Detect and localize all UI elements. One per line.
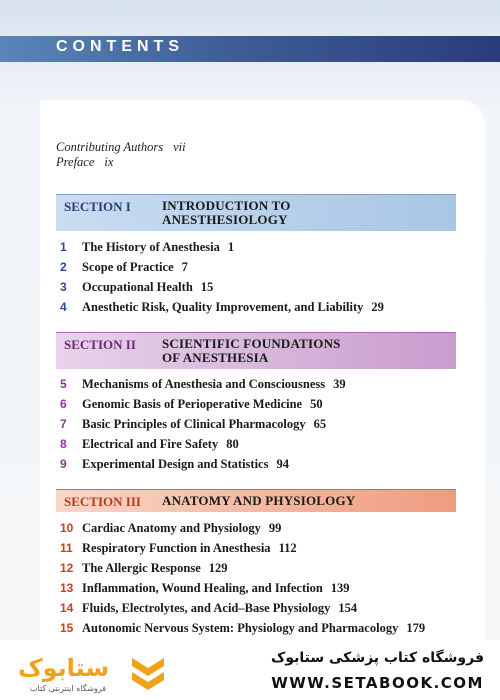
toc-entry[interactable]: 3 Occupational Health 15 xyxy=(60,280,214,294)
section-header-3[interactable] xyxy=(56,489,456,512)
store-url-link[interactable]: WWW.SETABOOK.COM xyxy=(271,674,484,692)
toc-entry[interactable]: 15 Autonomic Nervous System: Physiology and Pharmacology 179 xyxy=(60,621,426,635)
front-matter-label: Preface xyxy=(56,155,95,169)
front-matter-item[interactable] xyxy=(56,140,186,155)
toc-entry[interactable]: 14 Fluids, Electrolytes, and Acid–Base Physiology 154 xyxy=(60,601,358,615)
section-header-1[interactable] xyxy=(56,194,456,231)
section-title: INTRODUCTION TO ANESTHESIOLOGY xyxy=(162,198,291,227)
toc-entry[interactable]: 5 Mechanisms of Anesthesia and Consciousness 39 xyxy=(60,377,346,391)
toc-entry[interactable]: 1 The History of Anesthesia 1 xyxy=(60,240,235,254)
content-panel xyxy=(40,100,485,640)
front-matter-page: ix xyxy=(104,155,114,169)
section-number: SECTION II xyxy=(64,337,136,352)
toc-entry[interactable]: 10 Cardiac Anatomy and Physiology 99 xyxy=(60,521,282,535)
front-matter-item[interactable] xyxy=(56,155,186,170)
toc-entry[interactable]: 2 Scope of Practice 7 xyxy=(60,260,188,274)
toc-entry[interactable]: 7 Basic Principles of Clinical Pharmacology 65 xyxy=(60,417,327,431)
toc-entry[interactable]: 12 The Allergic Response 129 xyxy=(60,561,228,575)
toc-entry[interactable]: 8 Electrical and Fire Safety 80 xyxy=(60,437,239,451)
front-matter-label: Contributing Authors xyxy=(56,140,164,154)
page-title: CONTENTS xyxy=(56,38,184,55)
logo-subtext: فروشگاه اینترنتی کتاب xyxy=(30,684,107,693)
toc-entry[interactable]: 11 Respiratory Function in Anesthesia 112 xyxy=(60,541,297,555)
section-title: SCIENTIFIC FOUNDATIONS OF ANESTHESIA xyxy=(162,336,341,365)
toc-entry[interactable]: 6 Genomic Basis of Perioperative Medicine 50 xyxy=(60,397,323,411)
front-matter xyxy=(56,140,186,170)
section-number: SECTION III xyxy=(64,494,141,509)
front-matter-page: vii xyxy=(173,140,186,154)
section-title: ANATOMY AND PHYSIOLOGY xyxy=(162,493,356,508)
section-number: SECTION I xyxy=(64,199,131,214)
section-header-2[interactable] xyxy=(56,332,456,369)
toc-entry[interactable]: 4 Anesthetic Risk, Quality Improvement, and Liability 29 xyxy=(60,300,384,314)
logo-wordmark: ستابوک xyxy=(18,654,110,682)
toc-entry[interactable]: 13 Inflammation, Wound Healing, and Infection 139 xyxy=(60,581,350,595)
toc-entry[interactable]: 9 Experimental Design and Statistics 94 xyxy=(60,457,289,471)
store-name: فروشگاه کتاب پزشکی ستابوک xyxy=(271,650,484,666)
